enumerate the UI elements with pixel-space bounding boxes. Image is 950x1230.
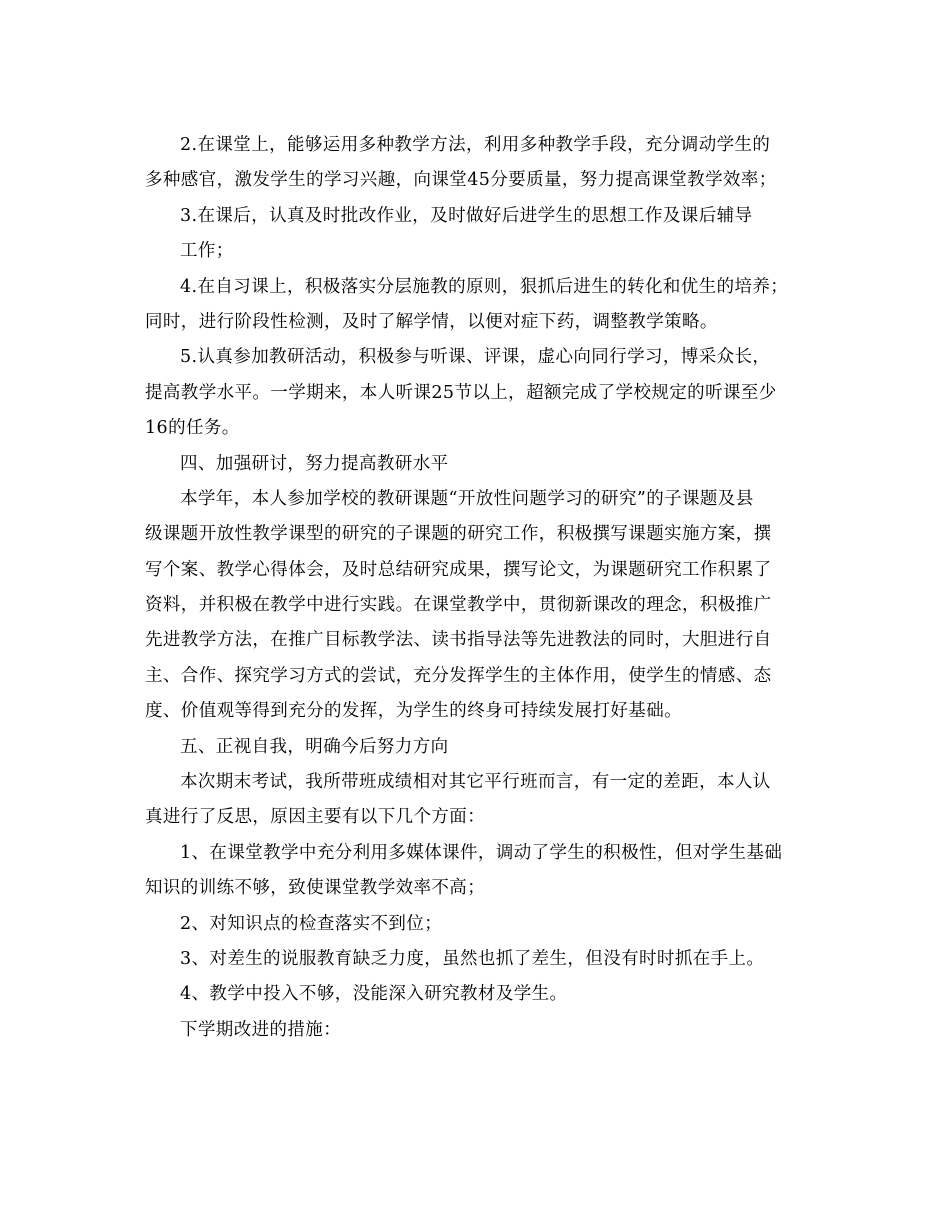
text-line: 4、教学中投入不够，没能深入研究教材及学生。 xyxy=(180,984,568,1005)
section-heading: 四、加强研讨，努力提高教研水平 xyxy=(180,453,449,474)
text-line: 工作； xyxy=(180,241,234,262)
text-line: 本学年，本人参加学校的教研课题“开放性问题学习的研究”的子课题及县 xyxy=(180,488,754,509)
text-line: 真进行了反思，原因主要有以下几个方面： xyxy=(145,807,486,828)
text-line: 先进教学方法，在推广目标教学法、读书指导法等先进教法的同时，大胆进行自 xyxy=(145,630,772,651)
text-line: 多种感官，激发学生的学习兴趣，向课堂45分要质量，努力提高课堂教学效率； xyxy=(145,170,777,191)
document-body xyxy=(145,128,810,1048)
text-line: 3.在课后，认真及时批改作业，及时做好后进学生的思想工作及课后辅导 xyxy=(180,205,753,226)
text-line: 提高教学水平。一学期来，本人听课25节以上，超额完成了学校规定的听课至少 xyxy=(145,382,777,403)
text-line: 度、价值观等得到充分的发挥，为学生的终身可持续发展打好基础。 xyxy=(145,701,682,722)
text-line: 下学期改进的措施： xyxy=(180,1019,342,1040)
text-line: 3、对差生的说服教育缺乏力度，虽然也抓了差生，但没有时时抓在手上。 xyxy=(180,948,765,969)
text-line: 4.在自习课上，积极落实分层施教的原则，狠抓后进生的转化和优生的培养； xyxy=(180,276,789,297)
text-line: 1、在课堂教学中充分利用多媒体课件，调动了学生的积极性，但对学生基础 xyxy=(180,842,783,863)
text-line: 资料，并积极在教学中进行实践。在课堂教学中，贯彻新课改的理念，积极推广 xyxy=(145,595,772,616)
text-line: 知识的训练不够，致使课堂教学效率不高； xyxy=(145,878,486,899)
text-line: 16的任务。 xyxy=(145,418,240,439)
text-line: 主、合作、探究学习方式的尝试，充分发挥学生的主体作用，使学生的情感、态 xyxy=(145,665,772,686)
text-line: 5.认真参加教研活动，积极参与听课、评课，虚心向同行学习，博采众长， xyxy=(180,347,771,368)
text-line: 级课题开放性教学课型的研究的子课题的研究工作，积极撰写课题实施方案，撰 xyxy=(145,524,772,545)
text-line: 本次期末考试，我所带班成绩相对其它平行班而言，有一定的差距，本人认 xyxy=(180,772,771,793)
section-heading: 五、正视自我，明确今后努力方向 xyxy=(180,736,449,757)
text-line: 2、对知识点的检查落实不到位； xyxy=(180,913,443,934)
text-line: 写个案、教学心得体会，及时总结研究成果，撰写论文，为课题研究工作积累了 xyxy=(145,559,772,580)
text-line: 2.在课堂上，能够运用多种教学方法，利用多种教学手段，充分调动学生的 xyxy=(180,135,771,155)
text-line: 同时，进行阶段性检测，及时了解学情，以便对症下药，调整教学策略。 xyxy=(145,311,718,332)
